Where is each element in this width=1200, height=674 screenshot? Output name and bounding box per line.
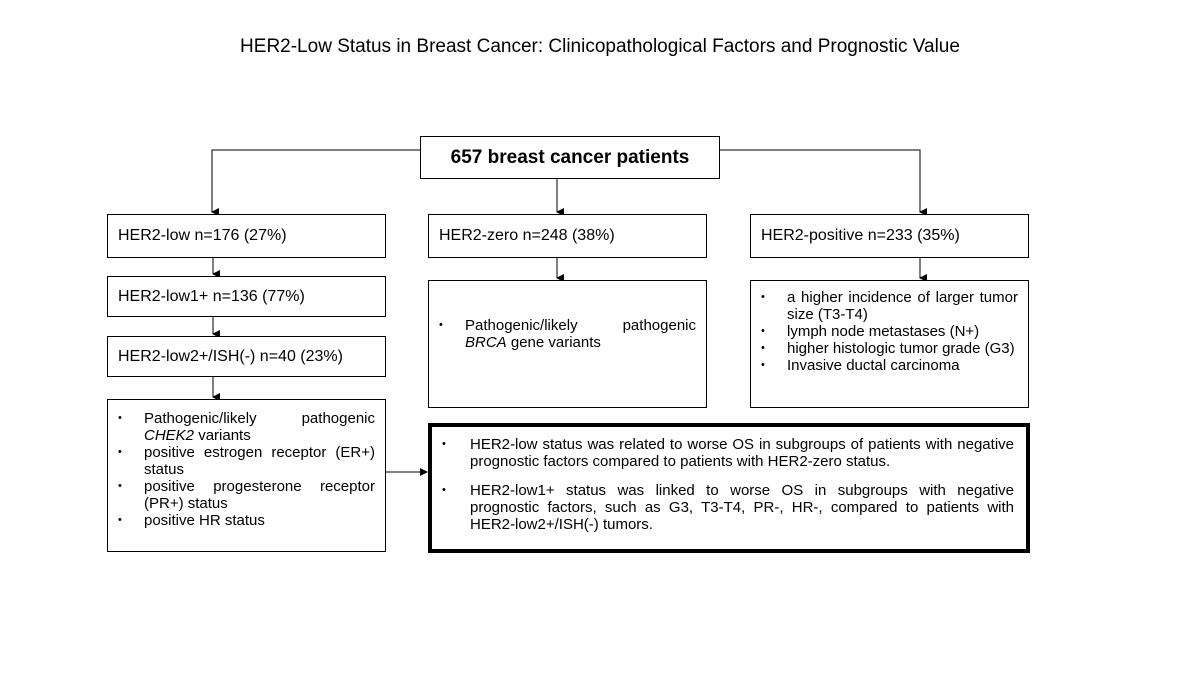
bullet-dot: •: [118, 514, 122, 526]
root-node-label: 657 breast cancer patients: [450, 146, 690, 168]
her2-zero-factor-list: [429, 317, 696, 351]
factor-item: [108, 444, 375, 478]
item-text: lymph node metastases (N+): [787, 323, 980, 340]
factor-item: [751, 340, 1018, 357]
item-text: a higher incidence of larger tumor size (T3-T4): [787, 289, 1018, 323]
arrow-to-her2-low: [212, 150, 420, 212]
item-text: HER2-low status was related to worse OS in subgroups of patients with negative prognostic factors compared to patients with HER2-zero status.: [470, 436, 1014, 470]
factor-item: [751, 357, 1018, 374]
her2-positive-label: HER2-positive n=233 (35%): [761, 227, 960, 244]
bullet-dot: •: [761, 291, 765, 303]
conclusion-list: [432, 436, 1014, 533]
item-text: positive progesterone receptor (PR+) status: [144, 478, 375, 512]
her2-positive-box: [750, 214, 1029, 258]
arrow-to-her2-positive: [720, 150, 920, 212]
her2-low1-label: HER2-low1+ n=136 (77%): [118, 287, 305, 305]
factor-item: [108, 512, 375, 529]
gene-name: CHEK2: [144, 427, 195, 444]
her2-low-box: [107, 214, 386, 258]
bullet-dot: •: [118, 480, 122, 492]
factor-item: [432, 436, 1014, 470]
gene-name: BRCA: [465, 334, 507, 351]
bullet-dot: •: [442, 438, 446, 450]
bullet-dot: •: [761, 359, 765, 371]
her2-low-factors-box: [107, 399, 386, 552]
item-text: variants: [194, 427, 251, 444]
root-node-box: [420, 136, 720, 179]
bullet-dot: •: [118, 412, 122, 424]
her2-zero-label: HER2-zero n=248 (38%): [439, 227, 615, 244]
bullet-dot: •: [439, 319, 443, 331]
bullet-dot: •: [118, 446, 122, 458]
her2-low2-box: [107, 336, 386, 377]
conclusions-box: [428, 423, 1030, 553]
bullet-dot: •: [442, 484, 446, 496]
her2-zero-box: [428, 214, 707, 258]
factor-item: [751, 289, 1018, 323]
her2-zero-factors-box: [428, 280, 707, 408]
diagram-title: HER2-Low Status in Breast Cancer: Clinicopathological Factors and Prognostic Value: [240, 36, 960, 57]
item-text: Pathogenic/likely pathogenic: [144, 410, 375, 427]
item-text: Invasive ductal carcinoma: [787, 357, 960, 374]
her2-low-factor-list: [108, 410, 375, 529]
item-text: gene variants: [506, 334, 601, 351]
her2-low1-box: [107, 276, 386, 317]
bullet-dot: •: [761, 325, 765, 337]
item-text: positive estrogen receptor (ER+) status: [144, 444, 375, 478]
item-text: HER2-low1+ status was linked to worse OS in subgroups with negative prognostic factors, such as G3, T3-T4, PR-, HR-, compared to patients with HER2-low2+/ISH(-) tumors.: [470, 482, 1014, 533]
her2-low-label: HER2-low n=176 (27%): [118, 227, 287, 244]
factor-item: [751, 323, 1018, 340]
bullet-dot: •: [761, 342, 765, 354]
her2-positive-factors-box: [750, 280, 1029, 408]
her2-positive-factor-list: [751, 289, 1018, 374]
item-text: Pathogenic/likely pathogenic: [465, 317, 696, 334]
factor-item: [108, 410, 375, 444]
item-text: positive HR status: [144, 512, 265, 529]
her2-low2-label: HER2-low2+/ISH(-) n=40 (23%): [118, 347, 343, 365]
factor-item: [108, 478, 375, 512]
item-text: higher histologic tumor grade (G3): [787, 340, 1015, 357]
factor-item: [432, 482, 1014, 533]
factor-item: [429, 317, 696, 351]
